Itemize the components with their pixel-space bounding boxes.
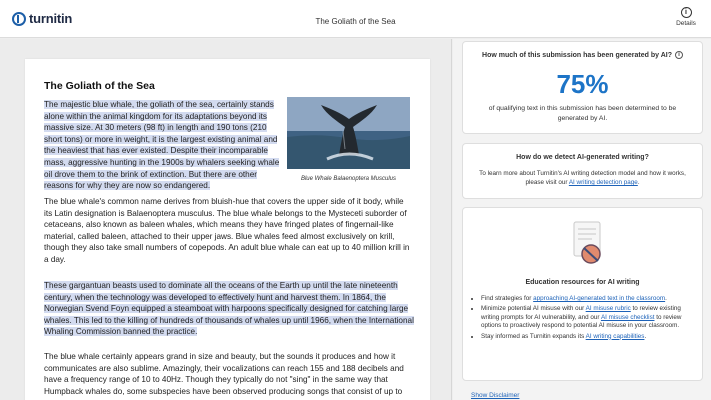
document-viewer[interactable] (0, 39, 452, 400)
education-list (481, 295, 692, 343)
image-caption: Blue Whale Balaenoptera Musculus (300, 176, 397, 182)
ai-highlight[interactable]: The majestic blue whale, the goliath of the sea, certainly stands alone within the animal kingdom for its adaptations beyond its massive size. At 30 meters (98 ft) in length and 190 tons (210 short tons) or more in weight, it is the largest existing animal and the heaviest that has ever existed. Despite their incomparable mass, aggressive hunting in the 1900s by whalers seeking whale oil drove them to the brink of extinction. But there are other reasons for why they are now so endangered. (44, 100, 280, 191)
ai-question: How much of this submission has been generated by AI? i (463, 51, 702, 59)
ai-highlight[interactable]: These gargantuan beasts used to dominate all the oceans of the Earth up until the late nineteenth century, when the technology was developed to effectively hunt and harvest them. In 1864, the Norwegian Svend Foyn equipped a steamboat with harpoons specifically designed for catching large whales. This led to the killing of hundreds of thousands of whales up until 1966, when the International Whaling Commission banned the practice. (44, 281, 414, 337)
paragraph-3 (44, 280, 414, 338)
ai-percentage-description: of qualifying text in this submission has been determined to be generated by AI. (488, 105, 677, 122)
detection-page-link[interactable]: AI writing detection page (568, 179, 638, 186)
detection-title: How do we detect AI-generated writing? (516, 154, 649, 161)
list-item: • Minimize potential AI misuse with our AI misuse rubric to review existing writing prompts for AI vulnerability, and our AI misuse checklist to review options to proactively respond to potential AI misuse in your classroom. (481, 305, 692, 330)
paragraph-1 (44, 99, 280, 192)
paragraph-4: The blue whale certainly appears grand in size and beauty, but the sounds it produces and how it communicates are also sublime. Amazingly, their vocalizations can reach 155 and 188 decibels and have a frequency range of 10 to 40Hz. Though they typically do not "sing" in the same way that Humpback whales do, some subspecies have been observed producing songs that consist of up to (44, 352, 404, 396)
education-title: Education resources for AI writing (525, 279, 640, 286)
whale-tail-illustration (287, 97, 410, 169)
page-title: The Goliath of the Sea (44, 80, 155, 92)
info-icon: i (681, 7, 692, 18)
list-item: • Stay informed as Turnitin expands its AI writing capabilities. (481, 333, 692, 341)
ai-misuse-checklist-link[interactable]: AI misuse checklist (600, 313, 655, 321)
ai-report-sidebar (453, 39, 711, 400)
document-title: The Goliath of the Sea (315, 17, 396, 26)
document-page (25, 59, 430, 400)
education-illustration-icon (568, 220, 606, 266)
ai-misuse-rubric-link[interactable]: AI misuse rubric (585, 305, 631, 313)
info-icon[interactable]: i (675, 51, 683, 59)
list-item: • Find strategies for approaching AI-generated text in the classroom. (481, 295, 692, 303)
ai-percentage: 75% (556, 69, 609, 99)
logo-text: turnitin (29, 11, 73, 26)
detection-text: To learn more about Turnitin's AI writing detection model and how it works, please visit our AI writing detection page. (479, 170, 686, 186)
whale-tail-image (287, 97, 410, 169)
ai-score-card (462, 41, 703, 134)
education-resources-card (462, 207, 703, 381)
top-bar (0, 0, 711, 38)
details-label: Details (676, 20, 696, 27)
details-button[interactable] (673, 7, 699, 27)
classroom-strategies-link[interactable]: approaching AI-generated text in the classroom (533, 295, 666, 302)
paragraph-2: The blue whale's common name derives from bluish-hue that covers the upper side of it body, while its Latin designation is Balaenoptera musculus. The blue whale belongs to the Mysteceti suborder of cetaceans, also known as baleen whales, which means they have fringed plates of fingernail-like material, called baleen, attached to their upper jaws. Blue whales feed almost exclusively on krill, though they also take small numbers of copepods. An adult blue whale can eat up to 40 million krill in a day. (44, 197, 410, 264)
detection-info-card (462, 143, 703, 199)
show-disclaimer-link[interactable]: Show Disclaimer (471, 392, 520, 399)
ai-writing-capabilities-link[interactable]: AI writing capabilities (585, 332, 645, 340)
